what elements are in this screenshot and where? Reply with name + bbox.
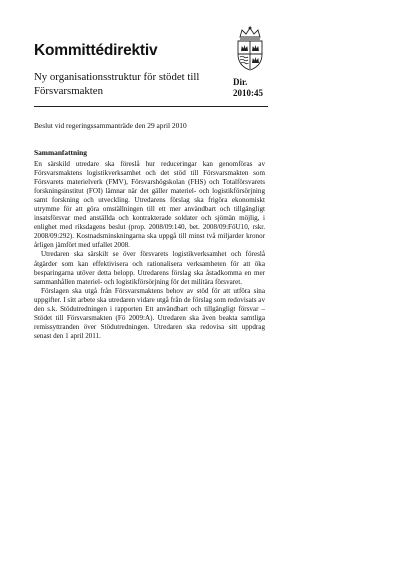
summary-body [34, 160, 265, 341]
summary-heading: Sammanfattning [34, 148, 87, 157]
summary-paragraph: En särskild utredare ska föreslå hur reduceringar kan genomföras av Försvarsmaktens logistikverksamhet och det stöd till Försvarsmakten som Försvarets materielverk (FMV), Försvarshögskolan (FHS) och Totalförsvarets forskningsinstitut (FOI) lämnar när det gäller materiel- och logistikförsörjning samt forskning och utveckling. Utredarens förslag ska frigöra ekonomiskt utrymme för att göra omställningen till ett mer användbart och tillgängligt insatsförsvar med anställda och kontrakterade soldater och sjömän möjlig, i enlighet med riksdagens beslut (prop. 2008/09:140, bet. 2008/09:FöU10, rskr. 2008/09:292). Kostnadsminskningarna ska uppgå till minst två miljarder kronor årligen jämfört med utfallet 2008. [34, 160, 265, 250]
directive-number: 2010:45 [233, 88, 263, 98]
summary-paragraph: Utredaren ska särskilt se över försvarets logistikverksamhet och föreslå åtgärder som kan effektivisera och rationalisera verksamheten för att öka besparingarna utöver detta belopp. Utredarens förslag ska åstadkomma en mer sammanhållen materiel- och logistikförsörjning för det militära försvaret. [34, 250, 265, 286]
document-type-heading: Kommittédirektiv [34, 42, 158, 59]
directive-title-line: Försvarsmakten [34, 84, 103, 97]
directive-title-line: Ny organisationsstruktur för stödet till [34, 71, 200, 83]
directive-title [34, 71, 209, 98]
decision-line: Beslut vid regeringssammanträde den 29 april 2010 [34, 121, 187, 130]
header-divider [34, 106, 268, 107]
summary-paragraph: Förslagen ska utgå från Försvarsmaktens behov av stöd för att utföra sina uppgifter. I sitt arbete ska utredaren vidare utgå från de förslag som redovisats av den s.k. Stödutredningen i rapporten Ett användbart och tillgängligt försvar – Stödet till Försvarsmakten (Fö 2009:A). Utredaren ska även beakta samtliga remissyttranden över Stödutredningen. Utredaren ska redovisa sitt uppdrag senast den 1 april 2011. [34, 286, 265, 340]
directive-label: Dir. [233, 77, 248, 87]
swedish-state-emblem-icon [229, 26, 271, 72]
directive-number-block [233, 77, 263, 99]
